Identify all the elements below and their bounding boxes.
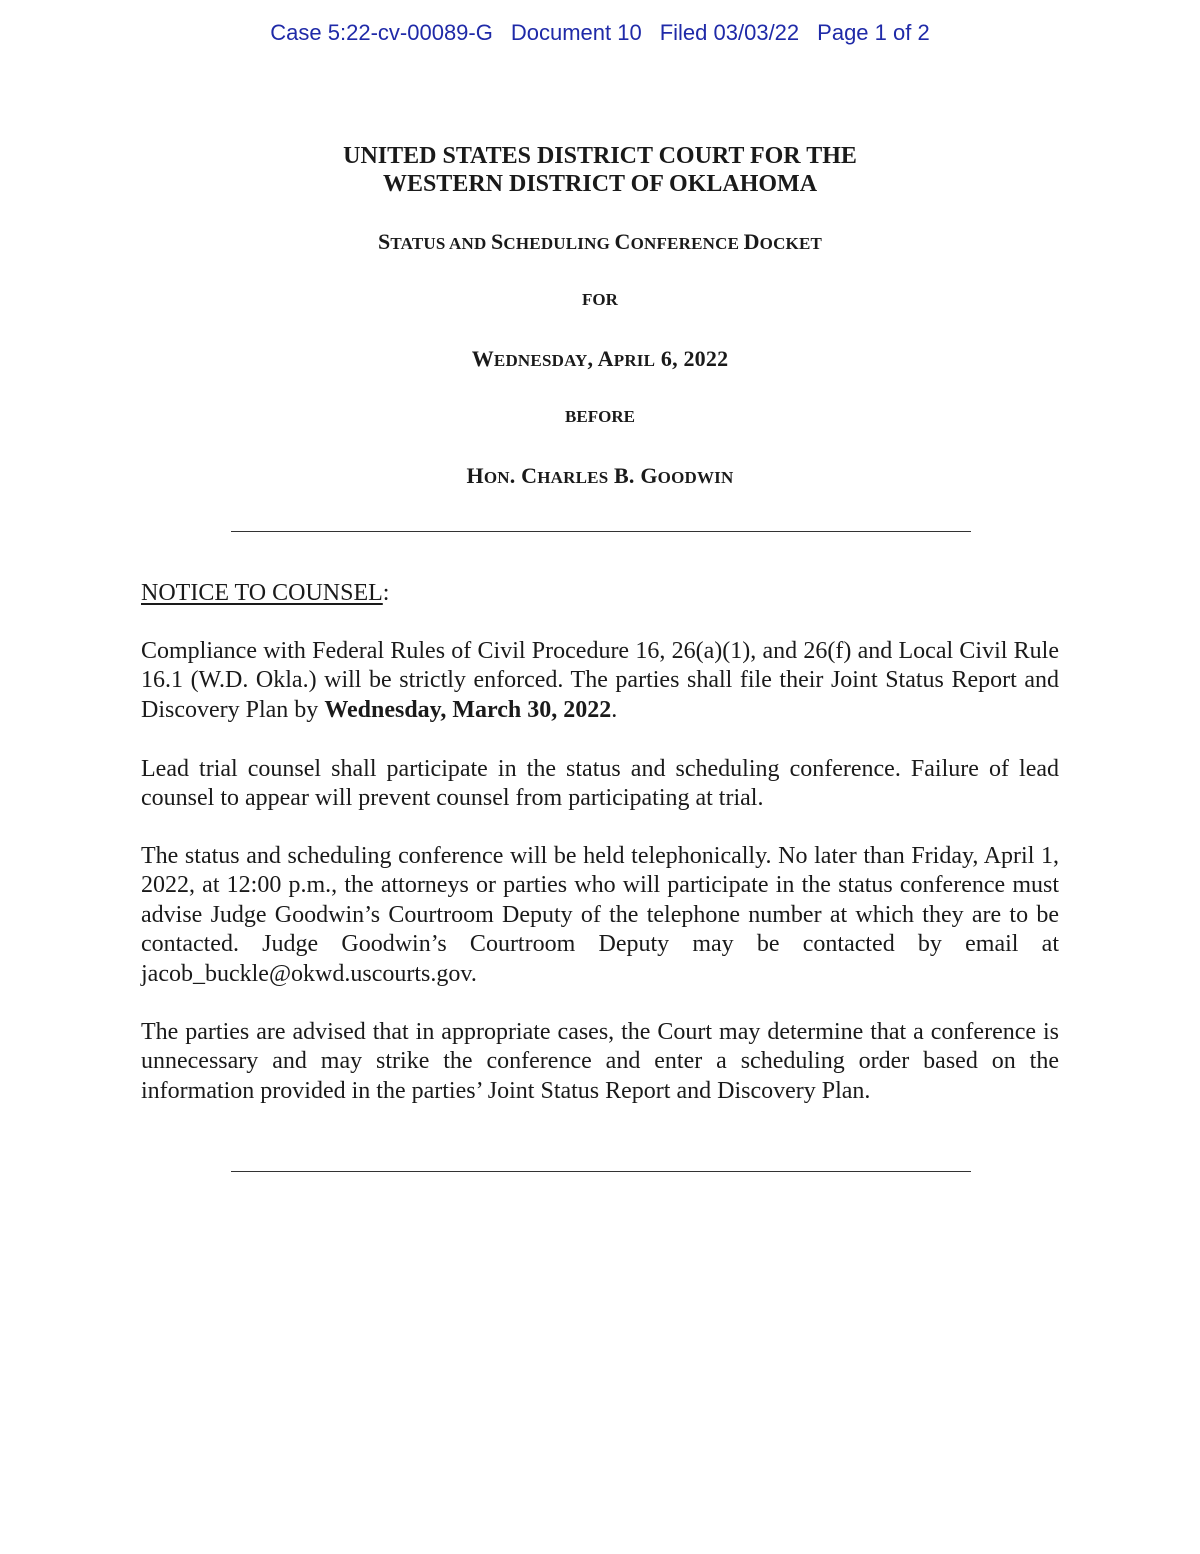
docket-title-part: OCKET [759,234,823,253]
filed-date: Filed 03/03/22 [659,20,800,45]
docket-title-part: CHEDULING [503,234,615,253]
conference-date [0,346,1200,372]
ecf-filing-header [0,20,1200,46]
judge-name-part: B. G [608,463,658,488]
conference-date-part: EDNESDAY [493,351,588,370]
before-label: BEFORE [565,407,635,426]
page-indicator: Page 1 of 2 [817,20,930,45]
judge-name-part: ON [483,468,510,487]
compliance-text: Compliance with Federal Rules of Civil Procedure 16, 26(a)(1), and 26(f) and Local Civil Rule 16.1 (W.D. Okla.) will be strictly enforced. The parties shall file their Joint Status Report and Discovery Plan by [141,638,1059,723]
docket-title-part: C [614,229,631,254]
docket-title-part: TATUS AND [390,234,491,253]
docket-title-part: ONFERENCE [630,234,744,253]
document-number: Document 10 [510,20,642,45]
notice-heading-colon: : [382,580,390,606]
judge-name-part: H [466,463,484,488]
conference-date-part: , A [587,346,614,371]
lead-counsel-paragraph: Lead trial counsel shall participate in the status and scheduling conference. Failure of lead counsel to appear will prevent counsel from participating at trial. [141,756,1059,812]
court-title-line-1: UNITED STATES DISTRICT COURT FOR THE [343,143,857,169]
docket-title-part: D [743,229,760,254]
case-number: Case 5:22-cv-00089-G [270,20,493,45]
strike-conference-paragraph: The parties are advised that in appropriate cases, the Court may determine that a conference is unnecessary and may strike the conference and enter a scheduling order based on the information provided in the parties’ Joint Status Report and Discovery Plan. [141,1019,1059,1104]
notice-heading [141,578,389,608]
judge-name-part: OODWIN [657,468,734,487]
compliance-period: . [611,696,618,723]
court-title-line-2: WESTERN DISTRICT OF OKLAHOMA [382,171,818,197]
conference-date-part: W [471,346,494,371]
judge-name [0,463,1200,489]
notice-heading-text: NOTICE TO COUNSEL [141,580,383,606]
conference-date-part: PRIL [613,351,656,370]
judge-name-part: . C [509,463,538,488]
conference-date-part: 6, 2022 [655,346,729,371]
docket-title-part: S [377,229,391,254]
telephonic-conference-paragraph: The status and scheduling conference will be held telephonically. No later than Friday, April 1, 2022, at 12:00 p.m., the attorneys or parties who will participate in the status conference must advise Judge Goodwin’s Courtroom Deputy of the telephone number at which they are to be contacted. Judge Goodwin’s Courtroom Deputy may be contacted by email at jacob_buckle@okwd.uscourts.gov. [141,843,1059,987]
docket-title-part: S [490,229,504,254]
docket-title [0,229,1200,255]
divider-bottom [231,1171,971,1172]
for-label: FOR [582,290,618,309]
court-title [0,142,1200,198]
compliance-paragraph [141,637,1059,725]
deadline-date: Wednesday, March 30, 2022 [324,696,612,723]
divider-top [231,531,971,532]
judge-name-part: HARLES [537,468,609,487]
